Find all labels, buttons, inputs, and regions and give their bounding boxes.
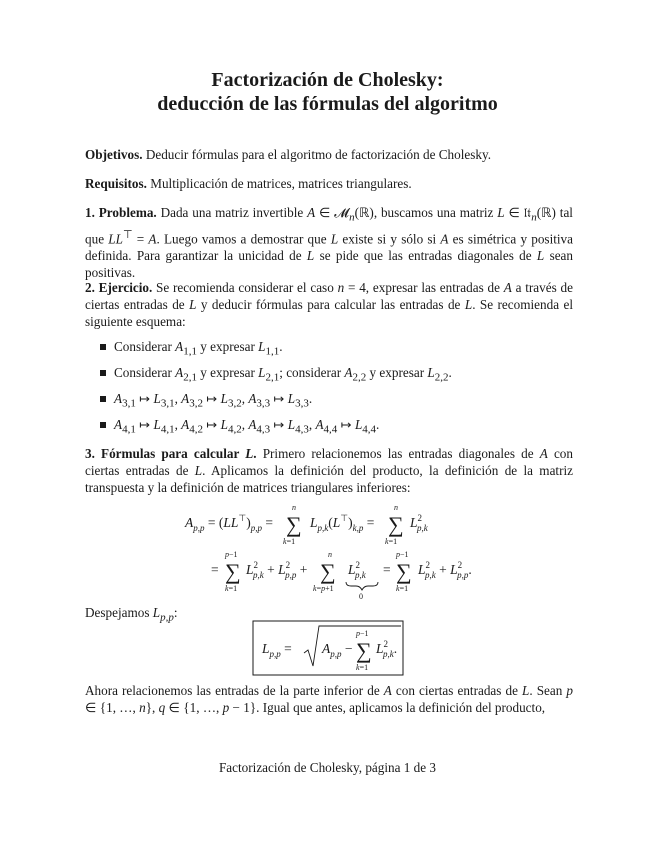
svg-text:Ap,p = (LL⊤)p,p =: $A_{p,p} = (LL^⊤)_{p,p}$ = (185, 513, 273, 533)
ejercicio-label: 2. Ejercicio. (85, 280, 153, 295)
problema-label: 1. Problema. (85, 205, 157, 220)
objetivos-label: Objetivos. (85, 147, 143, 162)
list-item: Considerar $A_{2,1}$ y expresar $L_{2,1}$; considerar $A_{2,2}$ y expresar $L_{2,2}$. (100, 364, 570, 387)
svg-text:L2p,k: $L^2$ p,k (348, 560, 366, 580)
svg-text:=: = (383, 562, 391, 577)
svg-text:∑: ∑ (320, 559, 336, 584)
svg-text:∑: ∑ (356, 638, 372, 663)
svg-text:p−1: p−1 (396, 550, 409, 559)
svg-text:k=1: k=1 (396, 584, 409, 593)
svg-text:n: n (394, 503, 398, 512)
svg-text:L2p,k + L2p,p.: $L^2$ $p,k + L^2$ p,p. (418, 560, 472, 580)
requisitos-text: Multiplicación de matrices, matrices triangulares. (150, 176, 412, 191)
svg-text:∑: ∑ (396, 559, 412, 584)
svg-text:∑: ∑ (286, 512, 302, 537)
svg-text:∑: ∑ (225, 559, 241, 584)
svg-text:L2p,k: $L^2$ p,k (410, 513, 428, 533)
despejamos-paragraph: Despejamos $L_{p,p}$: (85, 605, 178, 624)
diagonal-equation (170, 500, 490, 600)
svg-text:n: n (328, 550, 332, 559)
svg-text:∑: ∑ (388, 512, 404, 537)
ejercicio-paragraph: 2. Ejercicio. Se recomienda considerar el caso n = 4, expresar las entradas de A a través de ciertas entradas de L y deducir fórmulas para calcular las entradas de L. Se recomienda el siguiente esquema: (85, 280, 574, 329)
svg-text:k=1: k=1 (385, 537, 398, 546)
svg-text:Ap,p −: $A_{p,p}$ − (322, 641, 353, 659)
formulas-label: 3. Fórmulas para calcular (85, 446, 240, 461)
list-item: $A_{4,1}$ ↦ $L_{4,1}$, $A_{4,2}$ ↦ $L_{4,2}$, $A_{4,3}$ ↦ $L_{4,3}$, $A_{4,4}$ ↦ $L_{4,4}$. (100, 416, 570, 439)
objetivos-text: Deducir fórmulas para el algoritmo de factorización de Cholesky. (145, 147, 491, 162)
requisitos-paragraph (85, 175, 573, 192)
objetivos-paragraph (85, 146, 573, 163)
bullet-icon (100, 422, 106, 428)
bullet-icon (100, 370, 106, 376)
boxed-formula (252, 620, 407, 678)
svg-text:p−1: p−1 (225, 550, 238, 559)
svg-text:L2p,k.: $L^2$ p,k. (376, 639, 398, 659)
problema-paragraph: 1. Problema. Dada una matriz invertible A ∈ 𝓜$_n$(ℝ), buscamos una matriz L ∈ 𝔩𝔱$_n$(ℝ) tal que LL⊤ = A. Luego vamos a demostrar que L existe si y sólo si A es simétrica y positiva definida. Para garantizar la unicidad de L se pide que las entradas diagonales de L sean positivas. (85, 205, 574, 281)
list-item: $A_{3,1}$ ↦ $L_{3,1}$, $A_{3,2}$ ↦ $L_{3,2}$, $A_{3,3}$ ↦ $L_{3,3}$. (100, 390, 570, 413)
title-line-1: Factorización de Cholesky: (211, 69, 444, 91)
svg-text:p−1: p−1 (356, 629, 369, 638)
bullet-icon (100, 396, 106, 402)
svg-text:k=1: k=1 (225, 584, 238, 593)
svg-text:k=p+1: k=p+1 (313, 584, 334, 593)
svg-text:k=1: k=1 (356, 663, 369, 672)
svg-text:L2p,k + L2p,p +: $L^2$ $p,k + L^2$ p,p + (246, 560, 308, 580)
bullet-icon (100, 344, 106, 350)
title-line-2: deducción de las fórmulas del algoritmo (157, 93, 498, 115)
svg-text:k=1: k=1 (283, 537, 296, 546)
requisitos-label: Requisitos. (85, 176, 147, 191)
page-footer: Factorización de Cholesky, página 1 de 3 (218, 760, 437, 775)
formulas-paragraph: 3. Fórmulas para calcular L. Primero relacionemos las entradas diagonales de A con ciertas entradas de L. Aplicamos la definición del producto, la definición de la matriz transpuesta y la definición de matrices triangulares inferiores: (85, 446, 573, 495)
svg-text:n: n (292, 503, 296, 512)
svg-text:0: 0 (359, 592, 363, 600)
svg-text:=: = (211, 562, 219, 577)
list-item: Considerar $A_{1,1}$ y expresar $L_{1,1}$. (100, 338, 570, 361)
ahora-paragraph: Ahora relacionemos las entradas de la parte inferior de A con ciertas entradas de L. Sean p ∈ {1, …, n}, q ∈ {1, …, p − 1}. Igual que antes, aplicamos la definición del producto, (85, 683, 574, 715)
despejamos-text: Despejamos (85, 605, 150, 620)
svg-text:Lp,k(L⊤)k,p =: $L_{p,k}(L^⊤)_{k,p}$ = (310, 513, 375, 533)
svg-text:Lp,p =: $L_{p,p}$ = (262, 641, 292, 659)
